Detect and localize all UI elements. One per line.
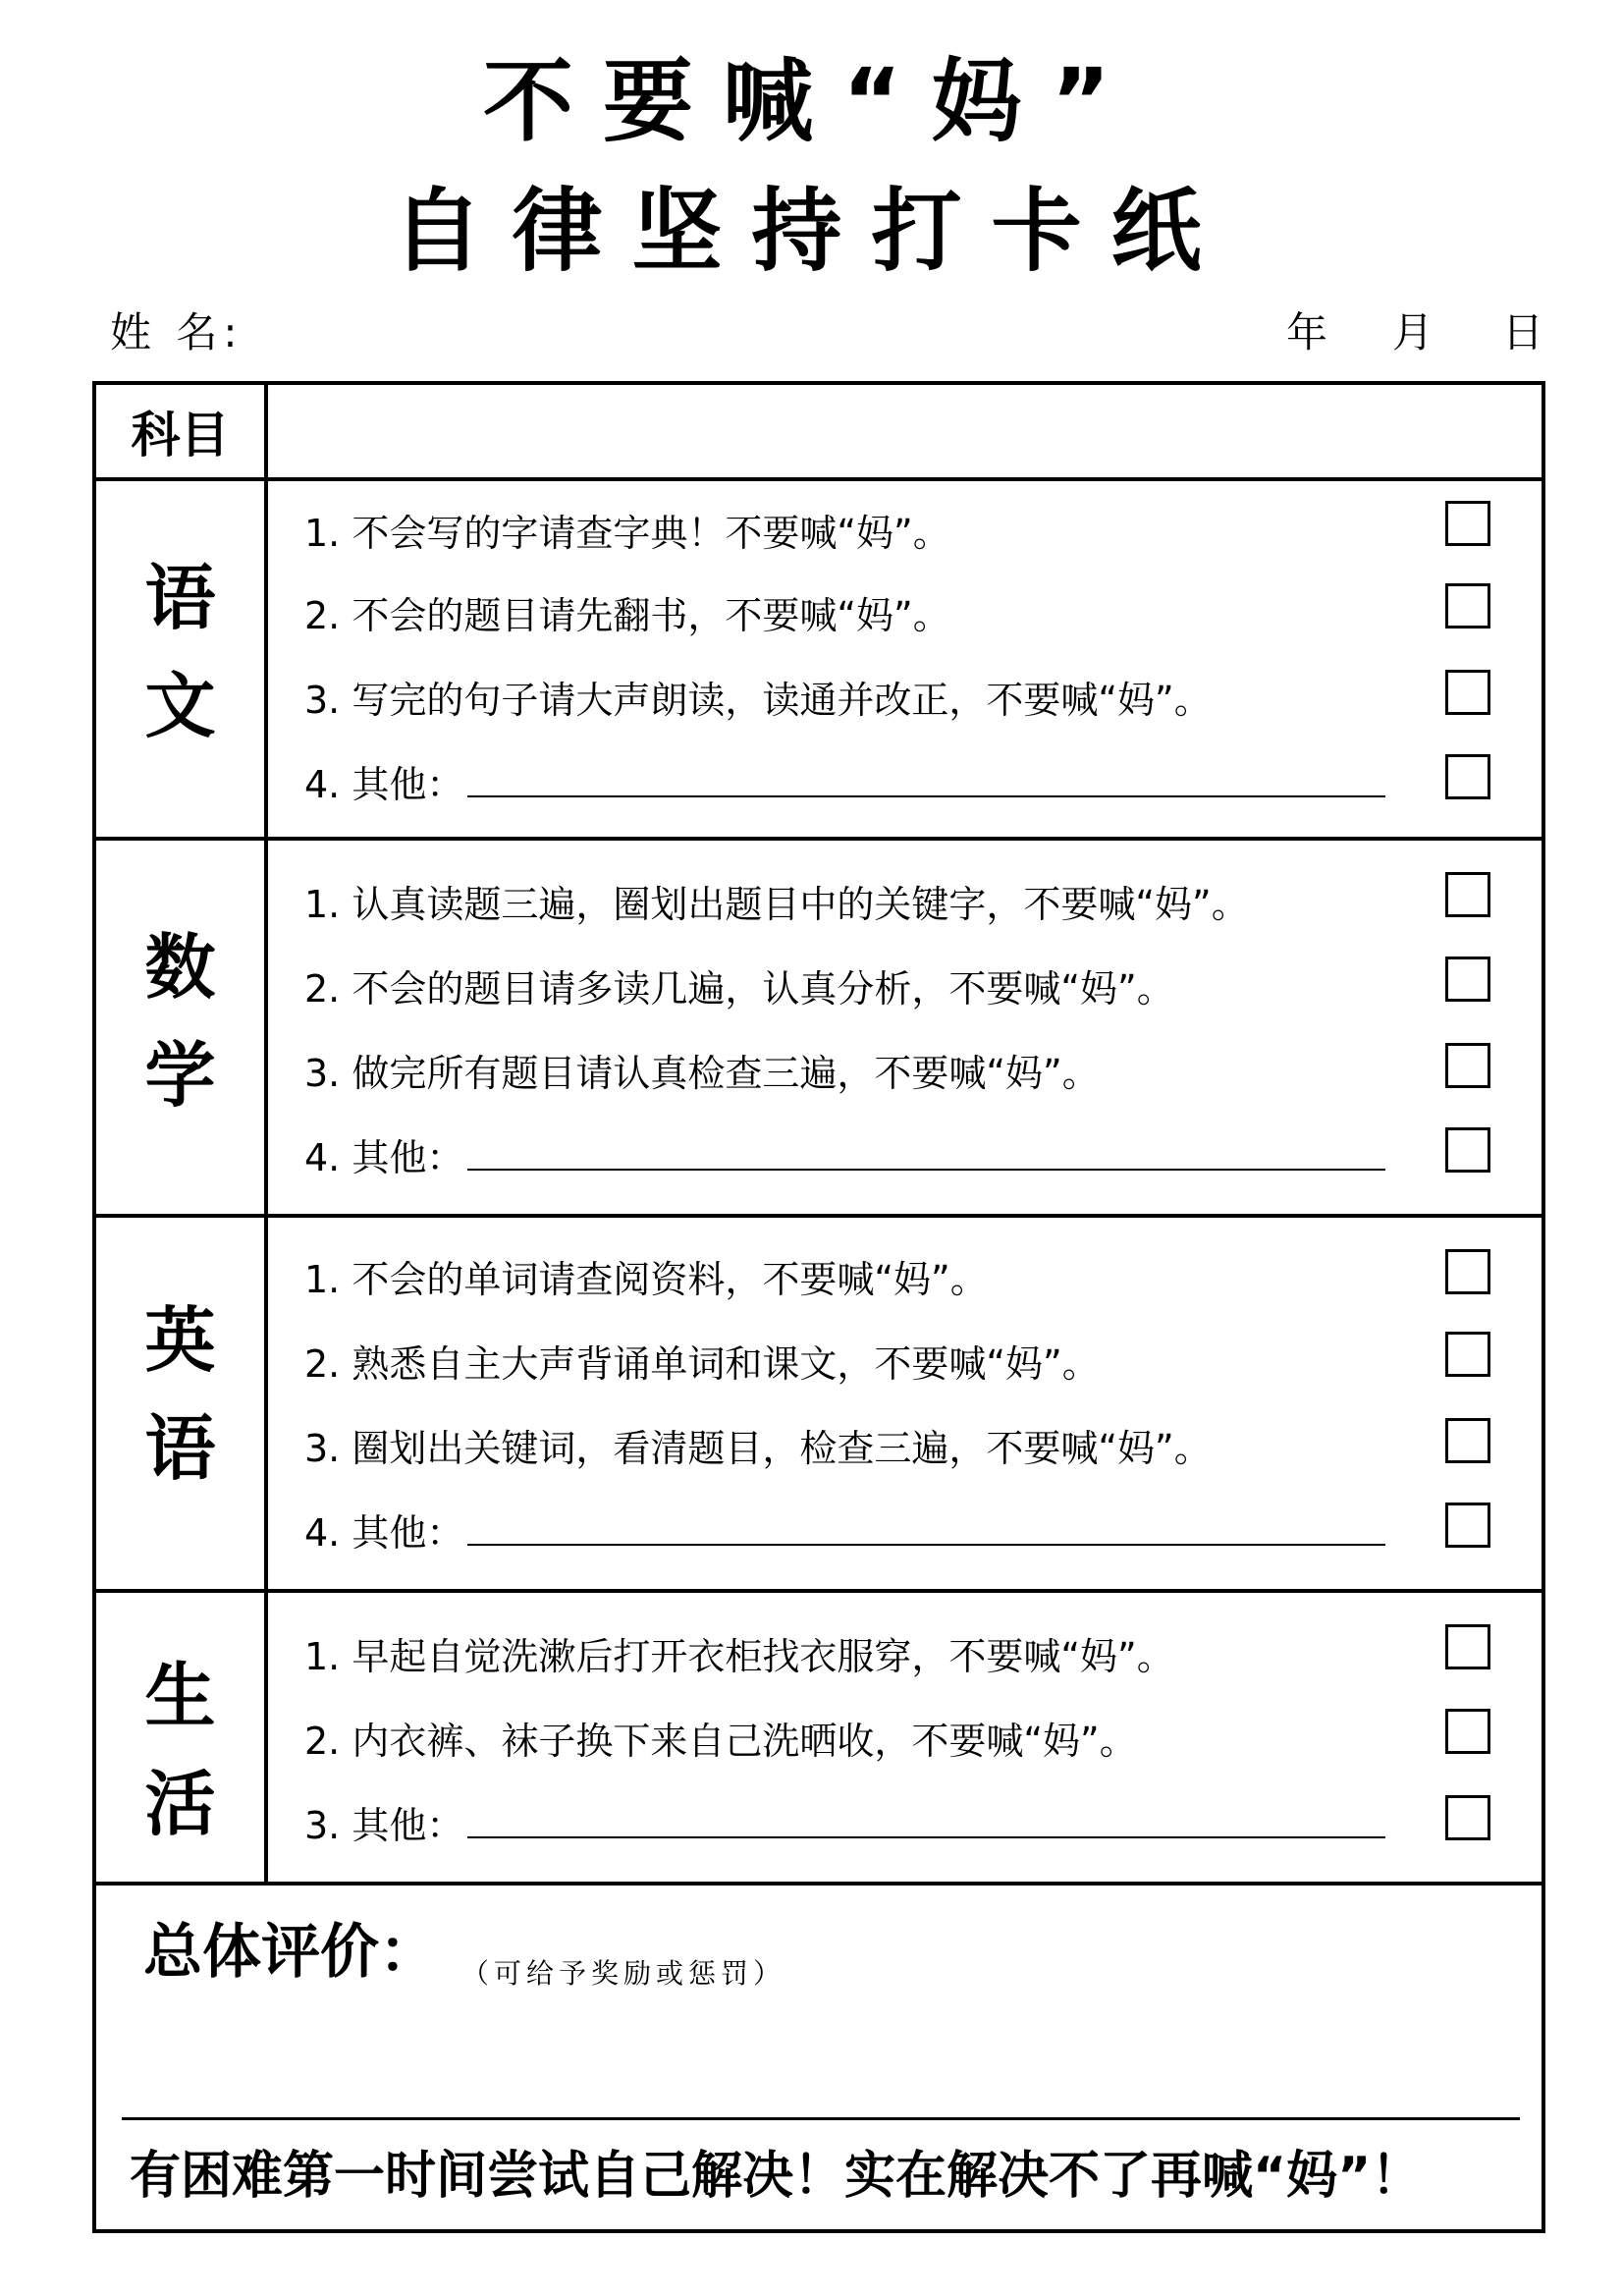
chinese-item-4 — [304, 763, 1385, 806]
english-item-3: 3. 圈划出关键词，看清题目，检查三遍，不要喊“妈”。 — [304, 1427, 1212, 1470]
fill-in-line[interactable] — [467, 1139, 1385, 1171]
math-item-1-checkbox[interactable] — [1445, 872, 1490, 917]
overall-evaluation-label: 总体评价： — [143, 1918, 438, 1987]
overall-evaluation-hint: （可给予奖励或惩罚） — [461, 1957, 786, 1990]
subject-english-line-1: 英 — [144, 1299, 216, 1382]
english-item-1: 1. 不会的单词请查阅资料，不要喊“妈”。 — [304, 1258, 988, 1301]
life-item-2: 2. 内衣裤、袜子换下来自己洗晒收，不要喊“妈”。 — [304, 1720, 1137, 1763]
fill-in-line[interactable] — [467, 1807, 1385, 1838]
math-item-2: 2. 不会的题目请多读几遍，认真分析，不要喊“妈”。 — [304, 967, 1174, 1011]
math-item-2-checkbox[interactable] — [1445, 957, 1490, 1002]
chinese-item-4-label: 4. 其他： — [304, 763, 464, 806]
title-line-2: 自律坚持打卡纸 — [392, 179, 1231, 284]
row-divider — [96, 1882, 1542, 1886]
name-label: 姓 名: — [110, 308, 243, 356]
english-item-4-checkbox[interactable] — [1445, 1503, 1490, 1548]
date-month-label: 月 — [1392, 308, 1440, 356]
row-divider — [96, 1214, 1542, 1218]
chinese-item-1-checkbox[interactable] — [1445, 501, 1490, 546]
checklist-sheet — [92, 381, 1545, 2233]
english-item-2-checkbox[interactable] — [1445, 1332, 1490, 1377]
life-item-3-checkbox[interactable] — [1445, 1795, 1490, 1840]
life-item-1: 1. 早起自觉洗漱后打开衣柜找衣服穿，不要喊“妈”。 — [304, 1635, 1174, 1678]
english-item-3-checkbox[interactable] — [1445, 1418, 1490, 1463]
subject-math-line-2: 学 — [144, 1034, 216, 1117]
fill-in-line[interactable] — [467, 1514, 1385, 1546]
math-item-3: 3. 做完所有题目请认真检查三遍，不要喊“妈”。 — [304, 1052, 1100, 1095]
row-divider — [96, 1589, 1542, 1593]
english-item-1-checkbox[interactable] — [1445, 1249, 1490, 1294]
life-item-1-checkbox[interactable] — [1445, 1624, 1490, 1669]
math-item-3-checkbox[interactable] — [1445, 1043, 1490, 1088]
subject-math-line-1: 数 — [144, 926, 216, 1009]
subject-life-line-1: 生 — [144, 1655, 216, 1737]
life-item-2-checkbox[interactable] — [1445, 1709, 1490, 1754]
fill-in-line[interactable] — [467, 766, 1385, 797]
english-item-4-label: 4. 其他： — [304, 1511, 464, 1555]
subject-chinese-line-1: 语 — [144, 557, 216, 639]
math-item-4-checkbox[interactable] — [1445, 1127, 1490, 1173]
footer-divider — [122, 2117, 1520, 2120]
date-year-label: 年 — [1286, 308, 1334, 356]
chinese-item-3-checkbox[interactable] — [1445, 670, 1490, 715]
chinese-item-1: 1. 不会写的字请查字典！不要喊“妈”。 — [304, 512, 950, 555]
date-day-label: 日 — [1502, 308, 1550, 356]
math-item-1: 1. 认真读题三遍，圈划出题目中的关键字，不要喊“妈”。 — [304, 883, 1249, 926]
subject-chinese-line-2: 文 — [144, 665, 216, 747]
title-line-1: 不要喊“妈” — [483, 49, 1140, 154]
chinese-item-2: 2. 不会的题目请先翻书，不要喊“妈”。 — [304, 594, 950, 637]
chinese-item-3: 3. 写完的句子请大声朗读，读通并改正，不要喊“妈”。 — [304, 679, 1212, 722]
subject-english-line-2: 语 — [144, 1407, 216, 1490]
footer-reminder: 有困难第一时间尝试自己解决！实在解决不了再喊“妈”！ — [130, 2147, 1423, 2206]
chinese-item-2-checkbox[interactable] — [1445, 583, 1490, 629]
column-divider — [264, 385, 268, 1886]
life-item-3 — [304, 1804, 1385, 1847]
row-divider — [96, 477, 1542, 481]
english-item-2: 2. 熟悉自主大声背诵单词和课文，不要喊“妈”。 — [304, 1342, 1100, 1386]
english-item-4 — [304, 1511, 1385, 1555]
math-item-4-label: 4. 其他： — [304, 1136, 464, 1179]
subject-column-header: 科目 — [131, 407, 230, 464]
math-item-4 — [304, 1136, 1385, 1179]
life-item-3-label: 3. 其他： — [304, 1804, 464, 1847]
subject-life-line-2: 活 — [144, 1763, 216, 1845]
row-divider — [96, 837, 1542, 841]
chinese-item-4-checkbox[interactable] — [1445, 754, 1490, 799]
